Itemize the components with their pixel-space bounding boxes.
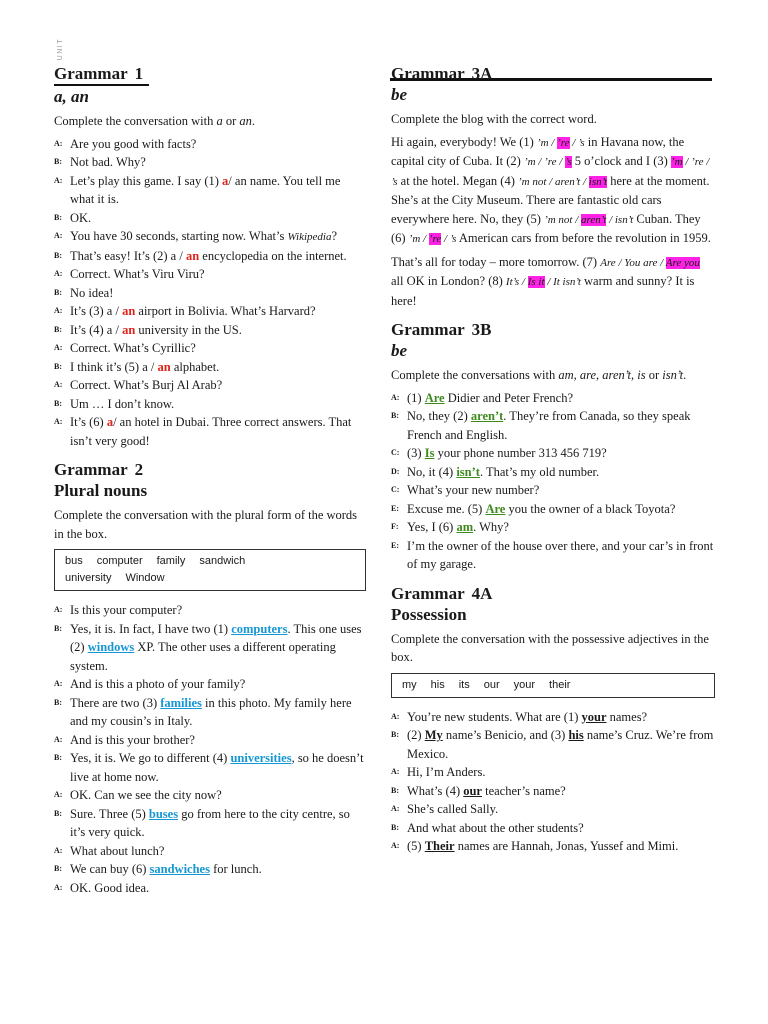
word-box-item: bus [65,555,83,567]
answer: his [568,728,584,742]
word-box-item: his [430,678,445,691]
dialogue-line: A: OK. Good idea. [54,880,150,895]
dialogue-line: A: Correct. What’s Viru Viru? [54,267,205,281]
dialogue-line: A: And is this your brother? [54,732,195,747]
answer: universities [230,751,292,765]
dialogue-line: F: Yes, I (6) am. Why? [391,520,509,534]
word-box-item: their [549,678,571,691]
answer: Is [424,446,435,460]
section-heading: Grammar 3A [391,64,493,83]
grammar-1-section [54,64,366,450]
grammar-2-section [54,460,366,897]
grammar-3a-section [391,64,715,310]
dialogue-line: B: Not bad. Why? [54,155,146,169]
highlighted-answer: ’re [557,136,570,149]
dialogue-line: A: You’re new students. What are (1) your names? [391,709,648,724]
word-box-item: your [513,678,536,691]
dialogue-line: E: Excuse me. (5) Are you the owner of a black Toyota? [391,501,676,516]
dialogue-line: A: And is this a photo of your family? [54,677,246,691]
dialogue-line: B: (2) My name’s Benicio, and (3) his name’s Cruz. We’re from Mexico. [391,728,714,761]
dialogue-line: B: And what about the other students? [391,820,584,835]
dialogue-line: B: I think it’s (5) a / an alphabet. [54,359,220,374]
dialogue-line: B: It’s (4) a / an university in the US. [54,322,242,337]
word-box-item: family [156,555,186,567]
dialogue-line: D: No, it (4) isn’t. That’s my old number. [391,464,600,479]
highlighted-answer: Are you [665,256,700,269]
dialogue-line: B: Um … I don’t know. [54,396,175,411]
word-box-item: computer [96,555,143,567]
section-heading: Grammar 1 [54,64,366,86]
answer: sandwiches [149,862,210,876]
instruction: Complete the conversation with the plural form of the words in the box. [54,508,358,541]
dialogue-line: A: Correct. What’s Cyrillic? [54,341,196,355]
dialogue-line: E: I’m the owner of the house over there, and your car’s in front of my garage. [391,538,714,571]
answer: isn’t [456,464,480,479]
dialogue-line: B: OK. [54,210,92,225]
dialogue-line: B: Yes, it is. We go to different (4) universities, so he doesn’t live at home now. [54,751,364,784]
conversation [391,708,715,856]
dialogue-line: A: It’s (6) a/ an hotel in Dubai. Three correct answers. That isn’t very good! [54,415,352,448]
unit-tag: UNIT [57,38,64,61]
answer: an [157,359,171,374]
dialogue-line: B: What’s (4) our teacher’s name? [391,783,566,798]
section-subheading: Plural nouns [54,481,148,500]
grammar-3b-section [391,320,715,574]
left-column [54,64,366,907]
blog-paragraph: That’s all for today – more tomorrow. (7) Are / You are / Are you all OK in London? (8) It’s / Is it / It isn’t warm and sunny? It is here! [391,254,700,308]
answer: your [581,709,607,724]
dialogue-line: C: What’s your new number? [391,483,540,497]
answer: an [122,322,136,337]
answer: families [160,695,202,710]
blog-paragraph: Hi again, everybody! We (1) ’m / ’re / ’s in Havana now, the capital city of Cuba. It (2) ’m / ’re / ’s 5 o’clock and I (3) ’m / ’re / ’s at the hotel. Megan (4) ’m not / aren’t / isn’t here at the moment. She’s at the City Museum. There are fantastic old cars everywhere here. No, they (5) ’m not / aren’t / isn’t Cuban. They (6) ’m / ’re / ’s American cars from before the revolution in 1959. [391,134,711,245]
answer: an [122,304,136,318]
highlighted-answer: ’m [670,156,683,168]
right-column [391,64,715,866]
answer: Are [485,501,506,516]
word-box-item: its [458,678,470,691]
answer: am [456,520,474,534]
instruction: Complete the conversation with a or an. [54,114,256,128]
dialogue-line: B: Yes, it is. In fact, I have two (1) computers. This one uses (2) windows XP. The other uses a different operating system. [54,621,362,673]
dialogue-line: A: OK. Can we see the city now? [54,788,222,802]
highlighted-answer: Is it [527,276,545,288]
word-box [391,673,715,698]
dialogue-line: B: That’s easy! It’s (2) a / an encyclopedia on the internet. [54,248,347,263]
dialogue-line: B: There are two (3) families in this photo. My family here and my cousin’s in Italy. [54,695,352,728]
dialogue-line: A: Correct. What’s Burj Al Arab? [54,378,223,392]
word-box-item: university [65,572,112,584]
answer: a [106,415,114,429]
section-subheading: Possession [391,604,467,624]
highlighted-answer: isn’t [588,175,608,188]
dialogue-line: A: (5) Their names are Hannah, Jonas, Yussef and Mimi. [391,839,679,853]
answer: an [185,248,200,263]
word-box-item: our [483,678,500,691]
dialogue-line: A: Is this your computer? [54,603,183,617]
section-subheading: a, an [54,87,89,106]
dialogue-line: A: What about lunch? [54,843,165,858]
section-heading: Grammar 3B [391,320,492,339]
conversation [54,135,366,451]
dialogue-line: B: We can buy (6) sandwiches for lunch. [54,862,262,876]
section-subheading: be [391,85,408,104]
highlighted-answer: ’re [428,233,442,245]
dialogue-line: A: Hi, I’m Anders. [391,765,486,779]
instruction: Complete the blog with the correct word. [391,112,597,126]
answer: buses [148,806,179,821]
section-heading: Grammar 4A [391,583,493,603]
answer: aren’t [470,409,504,423]
section-subheading: be [391,341,408,360]
answer: a [222,173,229,188]
word-box [54,549,366,591]
word-box-item: sandwich [199,555,246,567]
grammar-4a-section [391,584,715,856]
dialogue-line: A: You have 30 seconds, starting now. What’s Wikipedia? [54,229,338,243]
answer: My [424,728,443,742]
dialogue-line: A: (1) Are Didier and Peter French? [391,390,574,405]
highlighted-answer: aren’t [581,213,607,226]
conversation [54,601,366,897]
dialogue-line: A: It’s (3) a / an airport in Bolivia. What’s Harvard? [54,304,316,318]
instruction: Complete the conversations with am, are, aren’t, is or isn’t. [391,368,687,382]
answer: our [463,783,482,798]
dialogue-line: B: No idea! [54,285,114,300]
word-box-item: Window [125,572,165,584]
answer: windows [87,640,135,654]
conversation [391,389,715,574]
dialogue-line: A: She’s called Sally. [391,802,499,816]
answer: computers [231,621,288,636]
dialogue-line: B: Sure. Three (5) buses go from here to the city centre, so it’s very quick. [54,806,350,839]
answer: Their [424,839,455,853]
highlighted-answer: ’s [565,156,572,168]
word-box-item: my [402,678,417,691]
dialogue-line: C: (3) Is your phone number 313 456 719? [391,446,607,460]
section-heading: Grammar 2 [54,460,144,479]
dialogue-line: A: Are you good with facts? [54,136,197,151]
dialogue-line: B: No, they (2) aren’t. They’re from Canada, so they speak French and English. [391,409,691,442]
answer: Are [424,390,445,405]
dialogue-line: A: Let’s play this game. I say (1) a/ an name. You tell me what it is. [54,173,341,206]
instruction: Complete the conversation with the possessive adjectives in the box. [391,631,709,664]
